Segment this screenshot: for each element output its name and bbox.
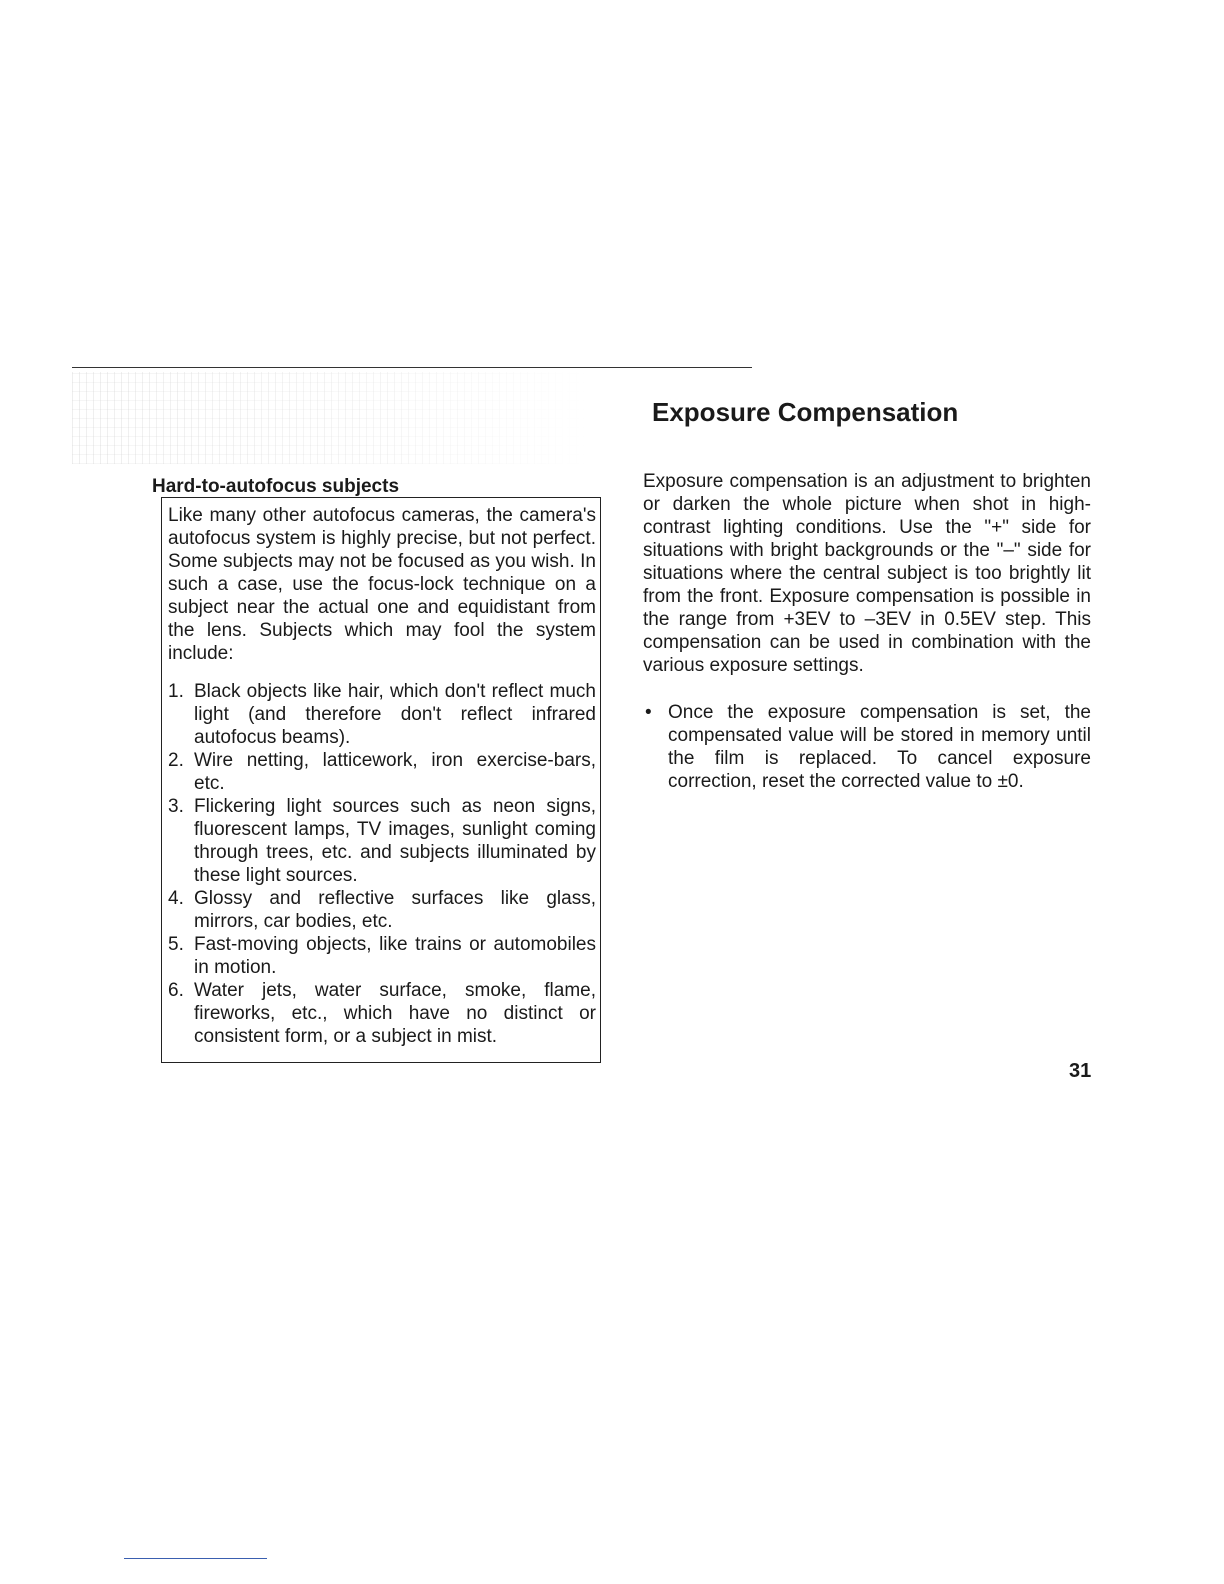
exposure-body: Exposure compensation is an adjustment to brighten or darken the whole picture when shot in high-contrast lighting conditions. Use the "+" side for situations with bright backgrounds or the "–" side for situations where the central subject is too brightly lit from the front. Exposure compensation is possible in the range from +3EV to –3EV in 0.5EV step. This compensation can be used in combination with the various exposure settings. bbox=[643, 471, 1091, 676]
section-heading-exposure: Exposure Compensation bbox=[652, 397, 959, 427]
list-item bbox=[168, 749, 596, 795]
list-item-text: Glossy and reflective surfaces like glass, mirrors, car bodies, etc. bbox=[194, 888, 596, 932]
list-item-text: Water jets, water surface, smoke, flame, fireworks, etc., which have no distinct or consistent form, or a subject in mist. bbox=[194, 980, 596, 1047]
list-item-number: 1. bbox=[168, 681, 184, 702]
list-item bbox=[168, 795, 596, 887]
exposure-note-text: Once the exposure compensation is set, the compensated value will be stored in memory until the film is replaced. To cancel exposure correction, reset the corrected value to ±0. bbox=[668, 702, 1091, 792]
list-item-number: 3. bbox=[168, 796, 184, 817]
list-item-number: 4. bbox=[168, 888, 184, 909]
exposure-column bbox=[643, 470, 1091, 793]
scan-artifact bbox=[72, 372, 592, 464]
list-item bbox=[168, 933, 596, 979]
section-heading-autofocus: Hard-to-autofocus subjects bbox=[152, 476, 400, 497]
autofocus-hint-box bbox=[161, 497, 601, 1063]
list-item bbox=[168, 979, 596, 1048]
top-rule bbox=[72, 367, 752, 368]
list-item-text: Wire netting, latticework, iron exercise-bars, etc. bbox=[194, 750, 596, 794]
bottom-line bbox=[124, 1558, 267, 1559]
bullet-icon: • bbox=[645, 702, 652, 723]
list-item bbox=[168, 887, 596, 933]
hint-intro: Like many other autofocus cameras, the camera's autofocus system is highly precise, but not perfect. Some subjects may not be focused as you wish. In such a case, use the focus-lock technique on a subject near the actual one and equidistant from the lens. Subjects which may fool the system include: bbox=[168, 505, 596, 664]
list-item bbox=[168, 680, 596, 749]
list-item-number: 6. bbox=[168, 980, 184, 1001]
list-item-text: Black objects like hair, which don't reflect much light (and therefore don't reflect infrared autofocus beams). bbox=[194, 681, 596, 748]
page-number: 31 bbox=[1069, 1060, 1092, 1082]
list-item-number: 2. bbox=[168, 750, 184, 771]
hint-list bbox=[168, 680, 596, 1048]
exposure-note bbox=[643, 701, 1091, 793]
list-item-text: Fast-moving objects, like trains or automobiles in motion. bbox=[194, 934, 596, 978]
list-item-text: Flickering light sources such as neon signs, fluorescent lamps, TV images, sunlight coming through trees, etc. and subjects illuminated by these light sources. bbox=[194, 796, 596, 886]
list-item-number: 5. bbox=[168, 934, 184, 955]
